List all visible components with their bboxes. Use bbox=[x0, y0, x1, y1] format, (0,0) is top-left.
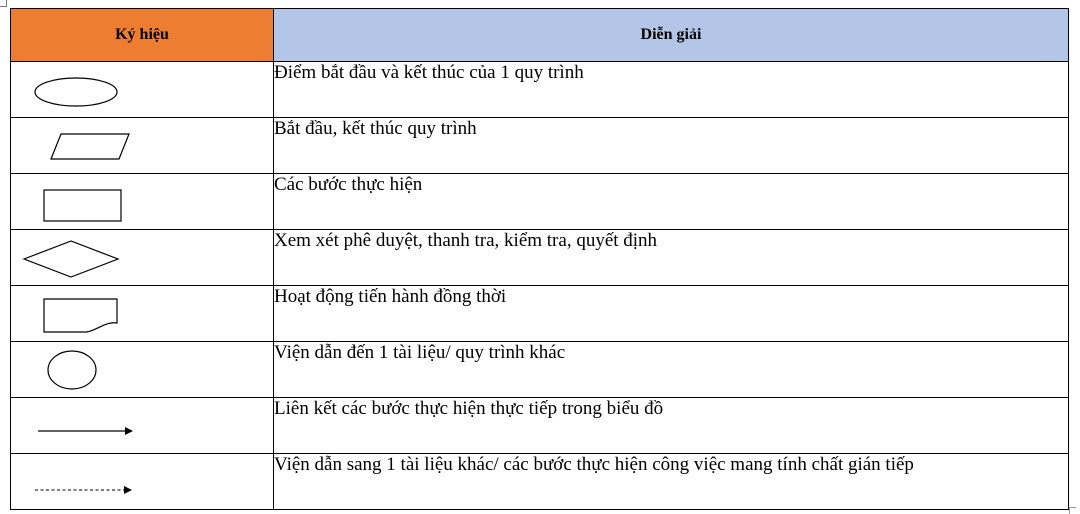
description-cell: Liên kết các bước thực hiện thực tiếp trong biểu đồ bbox=[274, 398, 1069, 454]
flowchart-legend-table bbox=[10, 8, 1069, 510]
table-row bbox=[11, 118, 1069, 174]
ellipse-icon bbox=[11, 62, 274, 117]
diamond-icon bbox=[11, 230, 274, 285]
description-cell: Bắt đầu, kết thúc quy trình bbox=[274, 118, 1069, 174]
document-shape-icon bbox=[11, 286, 274, 341]
table-row bbox=[11, 286, 1069, 342]
page-corner-mark bbox=[0, 0, 7, 7]
rectangle-icon bbox=[11, 174, 274, 229]
solid-arrow-icon bbox=[11, 398, 274, 453]
symbol-cell bbox=[11, 174, 274, 230]
description-cell: Hoạt động tiến hành đồng thời bbox=[274, 286, 1069, 342]
table-row bbox=[11, 230, 1069, 286]
circle-icon bbox=[11, 342, 274, 397]
symbol-cell bbox=[11, 398, 274, 454]
description-column-header: Diễn giải bbox=[274, 9, 1069, 62]
parallelogram-icon bbox=[11, 118, 274, 173]
table-row bbox=[11, 62, 1069, 118]
page-corner-mark bbox=[1069, 507, 1076, 514]
dashed-arrow-icon bbox=[11, 454, 274, 509]
symbol-cell bbox=[11, 286, 274, 342]
symbol-cell bbox=[11, 118, 274, 174]
table-header-row bbox=[11, 9, 1069, 62]
description-cell: Điểm bắt đầu và kết thúc của 1 quy trình bbox=[274, 62, 1069, 118]
table-row bbox=[11, 174, 1069, 230]
table-row bbox=[11, 398, 1069, 454]
table-row bbox=[11, 454, 1069, 510]
description-cell: Các bước thực hiện bbox=[274, 174, 1069, 230]
description-cell: Viện dẫn đến 1 tài liệu/ quy trình khác bbox=[274, 342, 1069, 398]
description-cell: Viện dẫn sang 1 tài liệu khác/ các bước thực hiện công việc mang tính chất gián tiếp bbox=[274, 454, 1069, 510]
symbol-cell bbox=[11, 62, 274, 118]
table-row bbox=[11, 342, 1069, 398]
symbol-cell bbox=[11, 342, 274, 398]
description-cell: Xem xét phê duyệt, thanh tra, kiểm tra, quyết định bbox=[274, 230, 1069, 286]
symbol-cell bbox=[11, 230, 274, 286]
symbol-column-header: Ký hiệu bbox=[11, 9, 274, 62]
symbol-cell bbox=[11, 454, 274, 510]
